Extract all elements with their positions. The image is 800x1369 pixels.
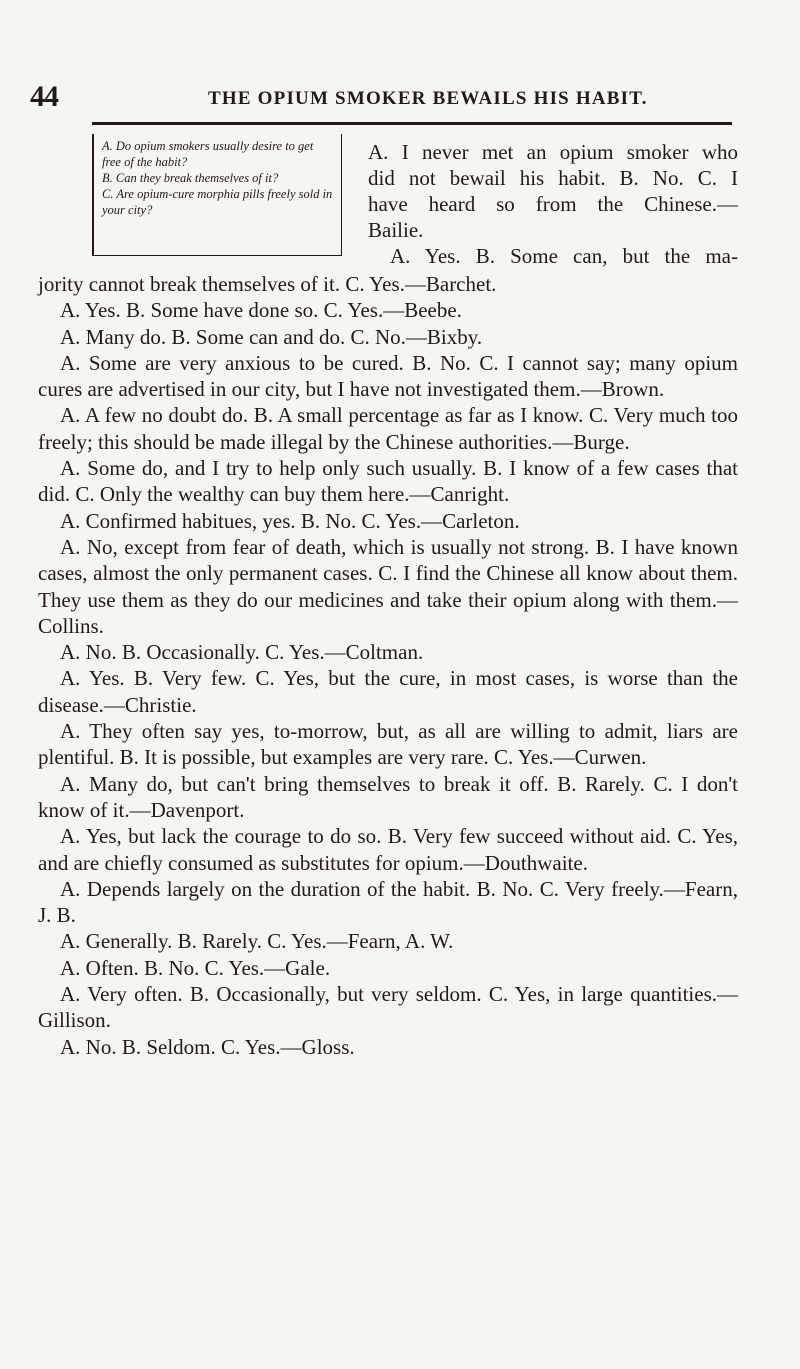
- response-paragraph: A. Many do, but can't bring themselves to break it off. B. Rarely. C. I don't know of it.—Davenport.: [38, 771, 738, 822]
- side-line: A. I never met an opium smoker who: [368, 140, 738, 164]
- question-a-text: A. Do opium smokers usually desire to get free of the habit?: [102, 139, 314, 169]
- running-title: THE OPIUM SMOKER BEWAILS HIS HABIT.: [208, 88, 648, 109]
- header-rule: [92, 122, 732, 125]
- response-paragraph: A. Yes. B. Some have done so. C. Yes.—Beebe.: [60, 298, 462, 323]
- response-paragraph: A. Yes, but lack the courage to do so. B. Very few succeed without aid. C. Yes, and are chiefly consumed as substitutes for opium.—Douthwaite.: [38, 824, 738, 875]
- question-c-text: C. Are opium-cure morphia pills freely sold in your city?: [102, 187, 333, 217]
- page-number: 44: [30, 80, 58, 113]
- response-paragraph: A. Generally. B. Rarely. C. Yes.—Fearn, A. W.: [60, 929, 454, 954]
- response-paragraph: A. They often say yes, to-morrow, but, as all are willing to admit, liars are plentiful. B. It is possible, but examples are very rare. C. Yes.—Curwen.: [38, 719, 738, 770]
- response-paragraph: jority cannot break themselves of it. C. Yes.—Barchet.: [38, 272, 497, 296]
- page-header: [30, 80, 730, 113]
- side-text: [368, 139, 738, 269]
- response-paragraph: A. Some are very anxious to be cured. B. No. C. I cannot say; many opium cures are advertised in our city, but I have not investigated them.—Brown.: [38, 350, 738, 402]
- response-paragraph: A. Depends largely on the duration of the habit. B. No. C. Very freely.—Fearn, J. B.: [38, 876, 738, 928]
- response-paragraph: A. A few no doubt do. B. A small percentage as far as I know. C. Very much too freely; this should be made illegal by the Chinese authorities.—Burge.: [38, 403, 738, 454]
- response-paragraph: A. Yes. B. Very few. C. Yes, but the cure, in most cases, is worse than the disease.—Christie.: [38, 666, 738, 717]
- response-paragraph: A. No, except from fear of death, which is usually not strong. B. I have known cases, almost the only permanent cases. C. I find the Chinese all know about them. They use them as they do our medicines and take their opium along with them.—Collins.: [38, 534, 738, 638]
- response-paragraph: A. Confirmed habitues, yes. B. No. C. Yes.—Carleton.: [60, 508, 520, 533]
- response-paragraph: A. No. B. Occasionally. C. Yes.—Coltman.: [60, 640, 424, 665]
- question-b: [102, 170, 333, 186]
- side-line: have heard so from the Chinese.—: [368, 192, 738, 216]
- question-a: [102, 138, 333, 170]
- response-paragraph: A. No. B. Seldom. C. Yes.—Gloss.: [60, 1034, 355, 1059]
- side-line: did not bewail his habit. B. No. C. I: [368, 166, 738, 190]
- question-b-text: B. Can they break themselves of it?: [102, 171, 279, 185]
- responses-body: [38, 271, 738, 1060]
- response-paragraph: A. Very often. B. Occasionally, but very seldom. C. Yes, in large quantities.—Gillison.: [38, 982, 738, 1033]
- response-paragraph: A. Often. B. No. C. Yes.—Gale.: [60, 955, 331, 980]
- response-paragraph: A. Many do. B. Some can and do. C. No.—Bixby.: [60, 324, 483, 349]
- response-paragraph: A. Some do, and I try to help only such usually. B. I know of a few cases that did. C. Only the wealthy can buy them here.—Canright.: [38, 456, 738, 507]
- side-line: Bailie.: [368, 218, 424, 242]
- question-c: [102, 186, 333, 218]
- question-box: [92, 134, 342, 256]
- side-line: A. Yes. B. Some can, but the ma-: [390, 244, 738, 268]
